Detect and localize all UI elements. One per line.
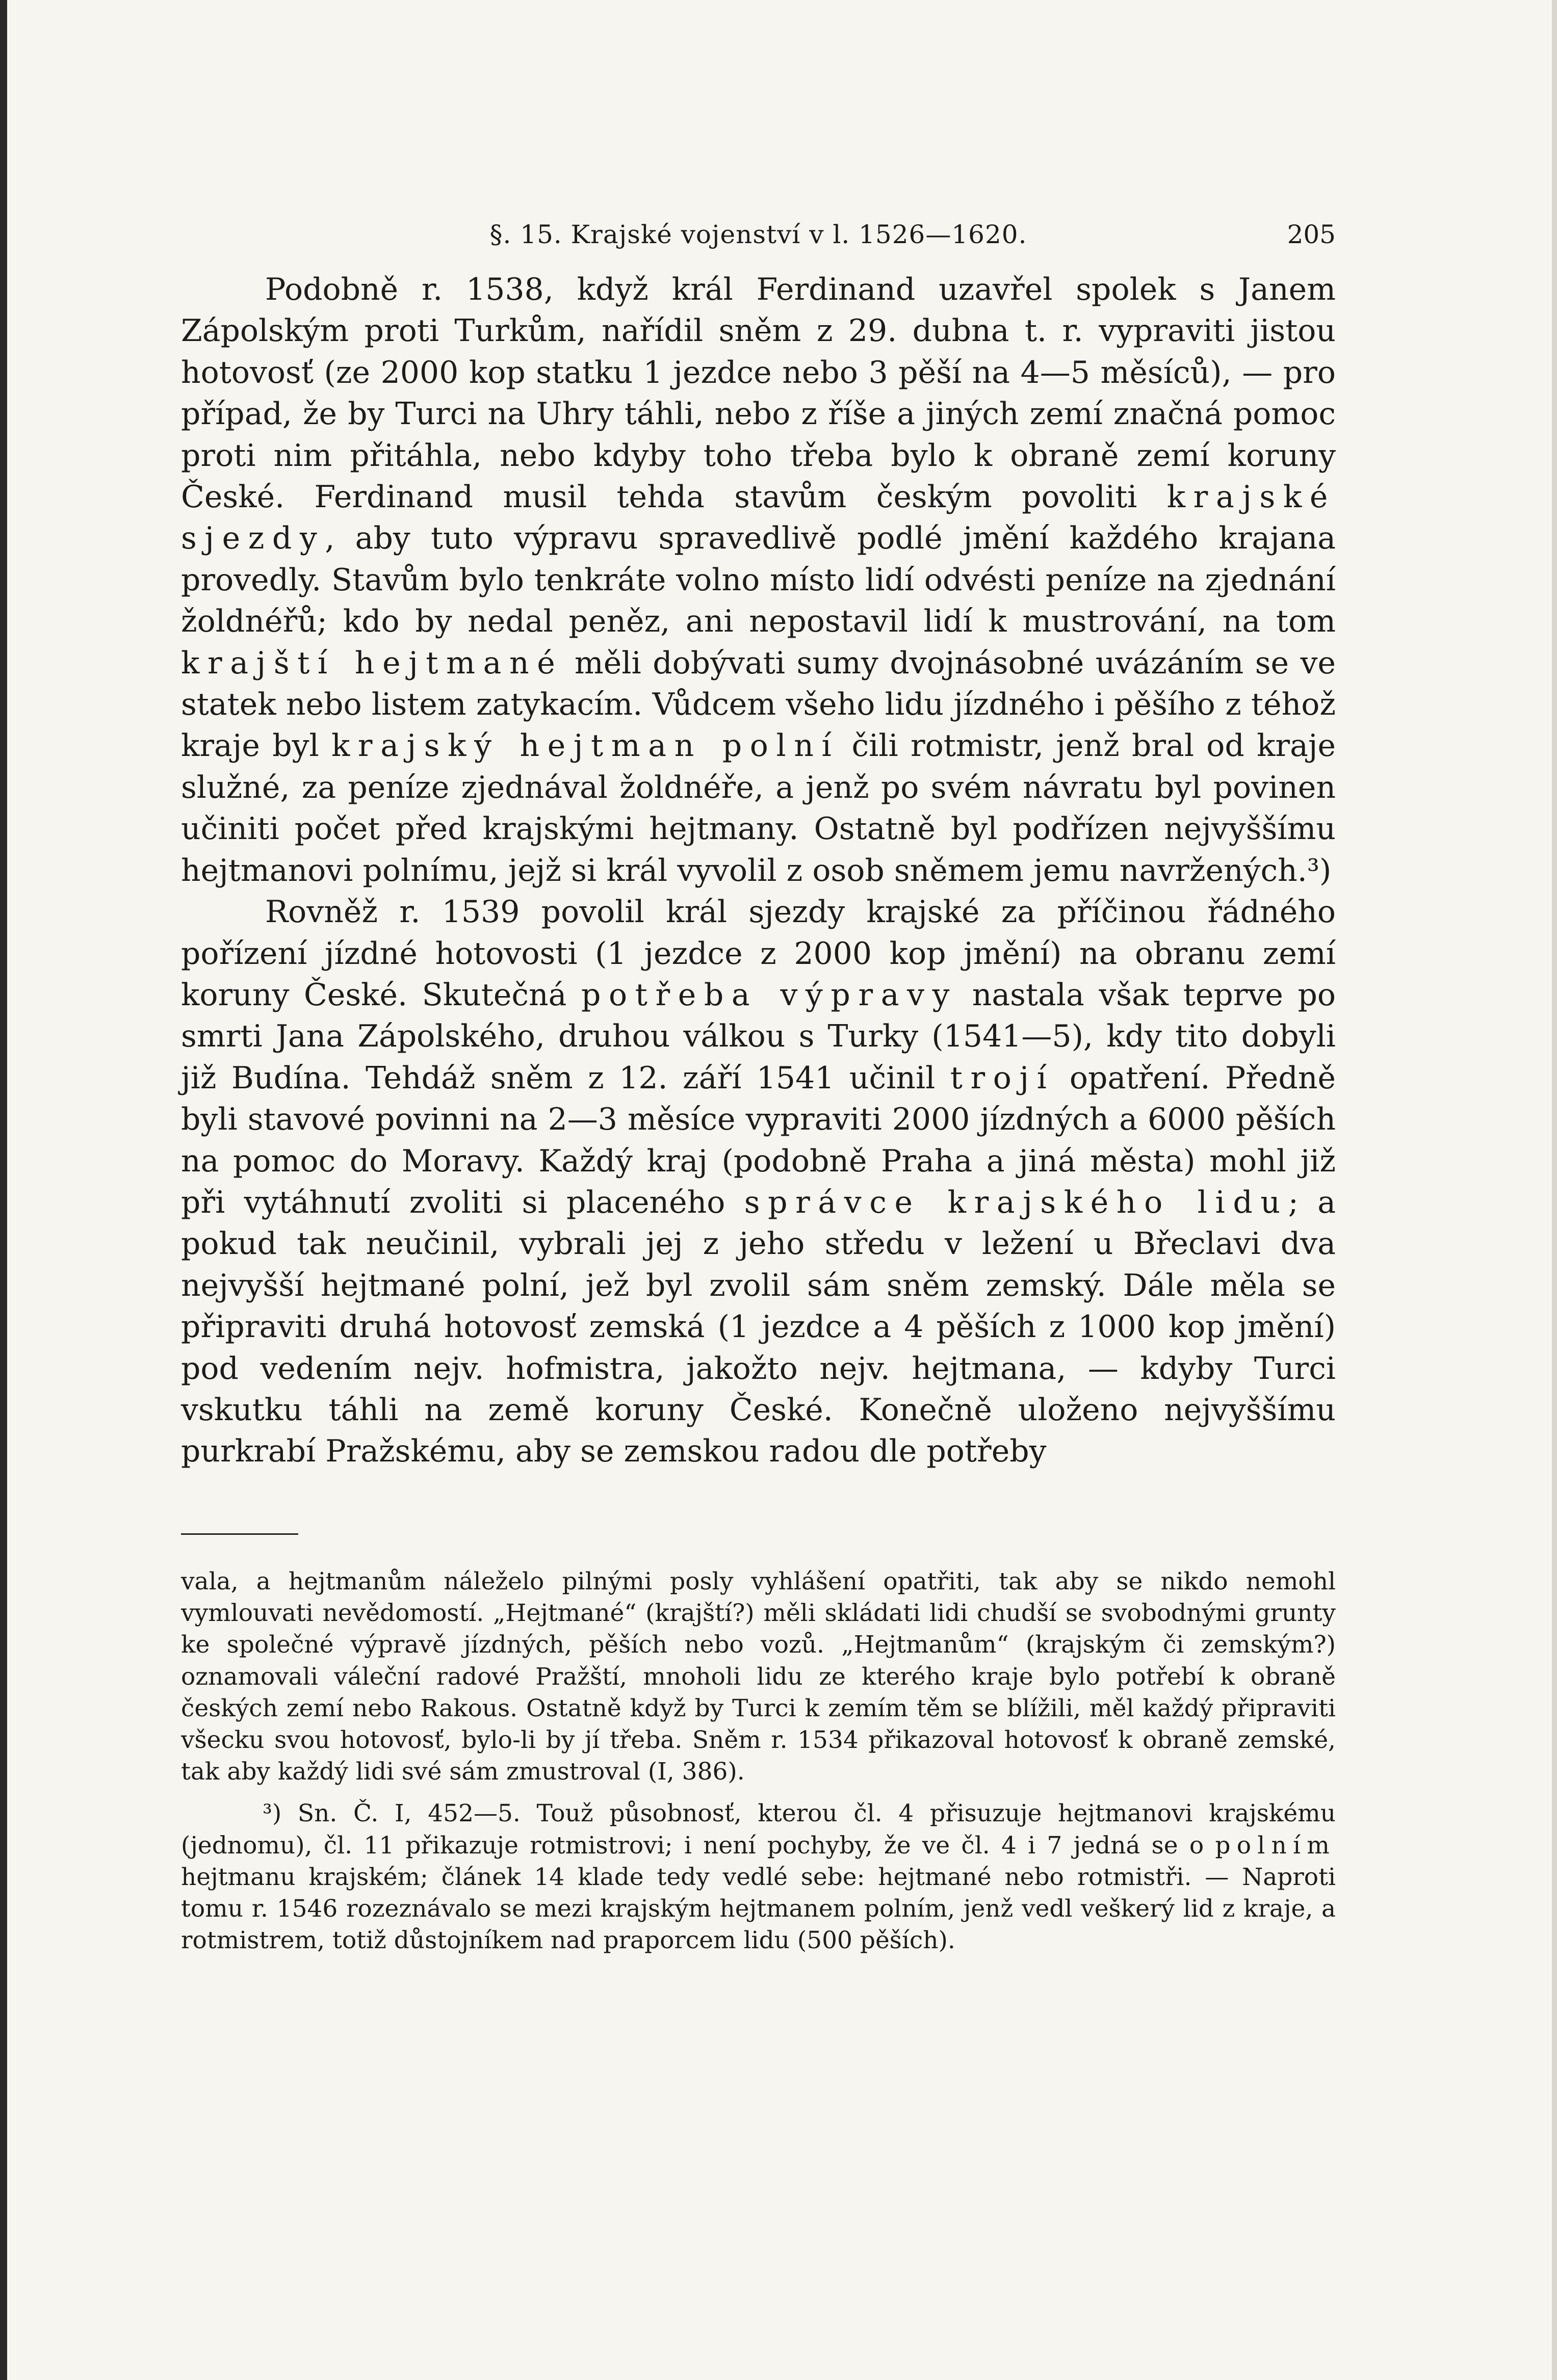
footnotes [181,1566,1336,1956]
text-run: čili rotmistr, jenž bral od kraje služné, za peníze zjednával žoldnéře, a jenž po svém návratu byl povinen učiniti počet před krajskými hejtmany. Ostatně byl podřízen nejvyššímu hejtmanovi polnímu, jejž si král vyvolil z osob sněmem jemu navržených. [181,728,1336,888]
emphasis-krajsti-hejtmane: krajští hejtmané [181,645,563,681]
scan-edge-right [1552,0,1557,2380]
text-run: opatření. Předně byli stavové povinni na 2—3 měsíce vypraviti 2000 jízdných a 6000 pěších na pomoc do Moravy. Každý kraj (podobně Praha a jiná města) mohl již při vytáhnutí zvoliti si placeného [181,1060,1336,1220]
text-run: ; a pokud tak neučinil, vybrali jej z jeho středu v ležení u Břeclavi dva nejvyšší hejtmané polní, jež byl zvolil sám sněm zemský. Dále měla se připraviti druhá hotovosť zemská (1 jezdce a 4 pěších z 1000 kop jmění) pod vedením nejv. hofmistra, jakožto nejv. hejtmana, — kdyby Turci vskutku táhli na země koruny České. Konečně uloženo nejvyššímu purkrabí Pražskému, aby se zemskou radou dle potřeby [181,1184,1336,1470]
main-text [181,269,1336,1473]
text-run: , aby tuto výpravu spravedlivě podlé jmění každého krajana provedly. Stavům bylo tenkráte volno místo lidí odvésti peníze na zjednání žoldnéřů; kdo by nedal peněz, ani nepostavil lidí k mustrování, na tom [181,520,1336,640]
paragraph-1539 [181,892,1336,1473]
text-run: hejtmanu krajském; článek 14 klade tedy vedlé sebe: hejtmané nebo rotmistři. — Naproti tomu r. 1546 rozeznávalo se mezi krajským hejtmanem polním, jenž vedl veškerý lid z kraje, a rotmistrem, totiž důstojníkem nad praporcem lidu (500 pěších). [181,1863,1336,1955]
running-title: §. 15. Krajské vojenství v l. 1526—1620. [489,220,1027,249]
footnote-continuation: vala, a hejtmanům náleželo pilnými posly vyhlášení opatřiti, tak aby se nikdo nemohl vymlouvati nevědomostí. „Hejtmané“ (krajští?) měli skládati lidi chudší se svobodnými grunty ke společné výpravě jízdných, pěších nebo vozů. „Hejtmanům“ (krajským či zemským?) oznamovali váleční radové Pražští, mnoholi lidu ze kterého kraje bylo potřebí k obraně českých zemí nebo Rakous. Ostatně když by Turci k zemím těm se blížili, měl každý připraviti všecku svou hotovosť, bylo-li by jí třeba. Sněm r. 1534 přikazoval hotovosť k obraně zemské, tak aby každý lidi své sám zmustroval (I, 386). [181,1567,1336,1786]
emphasis-krajske-sjezdy: krajské sjezdy [181,479,1336,557]
text-run: měli dobývati sumy dvojnásobné uvázáním se ve statek nebo listem zatykacím. Vůdcem všeho lidu jízdného i pěšího z téhož kraje byl [181,645,1336,764]
emphasis-polnim: polním [1215,1831,1336,1860]
page-number: 205 [1287,220,1336,249]
emphasis-krajsky-hejtman-polni: krajský hejtman polní [331,728,840,764]
emphasis-troji: trojí [950,1060,1055,1096]
page-header [181,214,1336,255]
footnote-rule [181,1533,298,1535]
paragraph-1538 [181,269,1336,892]
text-run: Podobně r. 1538, když král Ferdinand uzavřel spolek s Janem Zápolským proti Turkům, nařídil sněm z 29. dubna t. r. vypraviti jistou hotovosť (ze 2000 kop statku 1 jezdce nebo 3 pěší na 4—5 měsíců), — pro případ, že by Turci na Uhry táhli, nebo z říše a jiných zemí značná pomoc proti nim přitáhla, nebo kdyby toho třeba bylo k obraně zemí koruny České. Ferdinand musil tehda stavům českým povoliti [181,272,1336,515]
scan-edge-left [0,0,7,2380]
footnote-ref-3: ³) [1307,852,1332,888]
text-run: Rovněž r. 1539 povolil král sjezdy krajské za příčinou řádného pořízení jízdné hotovosti (1 jezdce z 2000 kop jmění) na obranu zemí koruny České. Skutečná [181,894,1336,1013]
text-run: ³) Sn. Č. I, 452—5. Touž působnosť, kterou čl. 4 přisuzuje hejtmanovi krajskému (jednomu), čl. 11 přikazuje rotmistrovi; i není pochyby, že ve čl. 4 i 7 jedná se o [181,1799,1336,1860]
footnote-3 [181,1798,1336,1956]
text-run: nastala však teprve po smrti Jana Zápolského, druhou válkou s Turky (1541—5), kdy tito dobyli již Budína. Tehdáž sněm z 12. září 1541 učinil [181,977,1336,1096]
emphasis-spravce-krajskeho-lidu: správce krajského lidu [744,1184,1288,1220]
emphasis-potreba-vypravy: potřeba výpravy [581,977,958,1013]
